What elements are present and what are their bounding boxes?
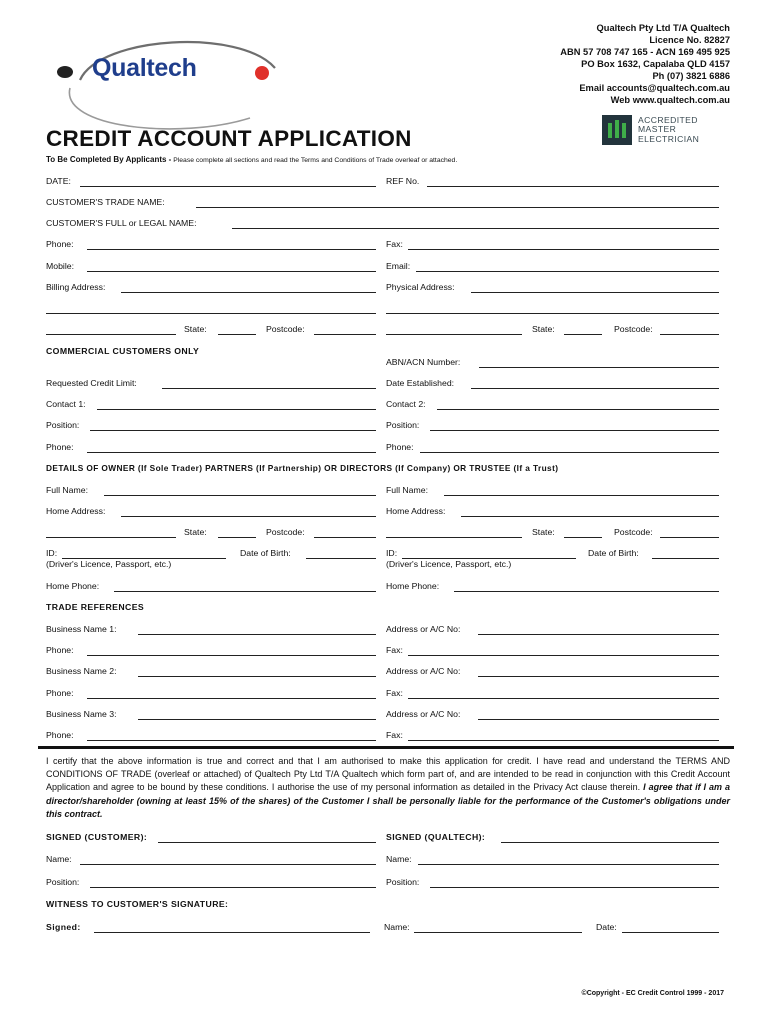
billing-suburb-field[interactable] bbox=[46, 334, 176, 335]
certification-text bbox=[46, 755, 730, 821]
mobile-field[interactable] bbox=[87, 271, 376, 272]
badge-line-1: ACCREDITED bbox=[638, 115, 698, 125]
credit-limit-field[interactable] bbox=[162, 388, 376, 389]
legal-name-field[interactable] bbox=[232, 228, 719, 229]
date-label: DATE: bbox=[46, 176, 71, 186]
owner2-full-name-label: Full Name: bbox=[386, 485, 428, 495]
business1-phone-label: Phone: bbox=[46, 645, 74, 655]
customer-position-label: Position: bbox=[46, 877, 80, 887]
contact1-phone-label: Phone: bbox=[46, 442, 74, 452]
owner1-postcode-field[interactable] bbox=[314, 537, 376, 538]
billing-state-field[interactable] bbox=[218, 334, 256, 335]
billing-postcode-field[interactable] bbox=[314, 334, 376, 335]
phone-number: Ph (07) 3821 6886 bbox=[652, 71, 730, 81]
witness-heading: WITNESS TO CUSTOMER'S SIGNATURE: bbox=[46, 899, 229, 909]
witness-name-label: Name: bbox=[384, 922, 410, 932]
page-title: CREDIT ACCOUNT APPLICATION bbox=[46, 126, 412, 151]
owner-section-heading: DETAILS OF OWNER (If Sole Trader) PARTNERS (If Partnership) OR DIRECTORS (If Company) OR TRUSTEE (If a Trust) bbox=[46, 463, 559, 473]
business3-label: Business Name 3: bbox=[46, 709, 117, 719]
contact1-position-field[interactable] bbox=[90, 430, 376, 431]
business2-phone-label: Phone: bbox=[46, 688, 74, 698]
badge-line-2: MASTER bbox=[638, 124, 677, 135]
ref-field[interactable] bbox=[427, 186, 719, 187]
company-details bbox=[560, 22, 730, 106]
owner1-suburb-field[interactable] bbox=[46, 537, 176, 538]
copyright-notice: ©Copyright - EC Credit Control 1999 - 2017 bbox=[581, 990, 724, 997]
owner1-state-field[interactable] bbox=[218, 537, 256, 538]
business1-fax-label: Fax: bbox=[386, 645, 403, 655]
trade-name-label: CUSTOMER'S TRADE NAME: bbox=[46, 197, 165, 207]
business3-phone-label: Phone: bbox=[46, 730, 74, 740]
business3-address-label: Address or A/C No: bbox=[386, 709, 461, 719]
fax-field[interactable] bbox=[408, 249, 719, 250]
section-divider bbox=[38, 746, 734, 749]
contact1-field[interactable] bbox=[97, 409, 376, 410]
credit-limit-label: Requested Credit Limit: bbox=[46, 378, 137, 388]
witness-date-label: Date: bbox=[596, 922, 617, 932]
licence-number: Licence No. 82827 bbox=[649, 35, 730, 45]
date-established-field[interactable] bbox=[471, 388, 719, 389]
owner1-full-name-field[interactable] bbox=[104, 495, 376, 496]
mobile-label: Mobile: bbox=[46, 261, 75, 271]
business1-phone-field[interactable] bbox=[87, 655, 376, 656]
business3-phone-field[interactable] bbox=[87, 740, 376, 741]
date-field[interactable] bbox=[80, 186, 376, 187]
physical-address-label: Physical Address: bbox=[386, 282, 455, 292]
abn-field[interactable] bbox=[479, 367, 719, 368]
trade-name-field[interactable] bbox=[196, 207, 719, 208]
witness-date-field[interactable] bbox=[622, 932, 719, 933]
badge-line-3: ELECTRICIAN bbox=[638, 133, 700, 144]
date-established-label: Date Established: bbox=[386, 378, 455, 388]
physical-address-field[interactable] bbox=[471, 292, 719, 293]
contact2-phone-label: Phone: bbox=[386, 442, 414, 452]
company-name: Qualtech Pty Ltd T/A Qualtech bbox=[596, 23, 730, 33]
subtitle-bold: To Be Completed By Applicants - bbox=[46, 155, 172, 164]
contact1-phone-field[interactable] bbox=[87, 452, 376, 453]
contact2-position-field[interactable] bbox=[430, 430, 719, 431]
contact1-label: Contact 1: bbox=[46, 399, 86, 409]
physical-address-line-2[interactable] bbox=[386, 313, 719, 314]
business2-field[interactable] bbox=[138, 676, 376, 677]
business1-fax-field[interactable] bbox=[408, 655, 719, 656]
witness-name-field[interactable] bbox=[414, 932, 582, 933]
billing-address-label: Billing Address: bbox=[46, 282, 106, 292]
owner1-dob-label: Date of Birth: bbox=[240, 548, 291, 558]
website: Web www.qualtech.com.au bbox=[610, 95, 730, 105]
owner2-home-phone-label: Home Phone: bbox=[386, 581, 440, 591]
accredited-badge bbox=[602, 115, 712, 145]
qualtech-position-field[interactable] bbox=[430, 887, 719, 888]
trade-references-heading: TRADE REFERENCES bbox=[46, 602, 145, 612]
commercial-section-heading: COMMERCIAL CUSTOMERS ONLY bbox=[46, 346, 200, 356]
owner2-dob-field[interactable] bbox=[652, 558, 719, 559]
physical-postcode-label: Postcode: bbox=[614, 324, 653, 334]
email-label: Email: bbox=[386, 261, 411, 271]
owner1-home-phone-label: Home Phone: bbox=[46, 581, 100, 591]
customer-name-label: Name: bbox=[46, 854, 72, 864]
contact1-position-label: Position: bbox=[46, 420, 80, 430]
owner2-id-label: ID: bbox=[386, 548, 398, 558]
owner2-state-label: State: bbox=[532, 527, 555, 537]
owner2-home-address-field[interactable] bbox=[461, 516, 719, 517]
owner1-postcode-label: Postcode: bbox=[266, 527, 305, 537]
badge-bars-icon bbox=[602, 115, 632, 145]
signed-qualtech-label: SIGNED (QUALTECH): bbox=[386, 832, 486, 842]
phone-label: Phone: bbox=[46, 239, 74, 249]
subtitle-instructions: Please complete all sections and read the Terms and Conditions of Trade overleaf or attached. bbox=[171, 157, 458, 164]
abn-label: ABN/ACN Number: bbox=[386, 357, 461, 367]
page-subtitle bbox=[46, 155, 457, 164]
ref-label: REF No. bbox=[386, 176, 420, 186]
business2-label: Business Name 2: bbox=[46, 666, 117, 676]
customer-position-field[interactable] bbox=[90, 887, 376, 888]
owner2-postcode-label: Postcode: bbox=[614, 527, 653, 537]
owner2-full-name-field[interactable] bbox=[444, 495, 719, 496]
business2-address-label: Address or A/C No: bbox=[386, 666, 461, 676]
signed-customer-label: SIGNED (CUSTOMER): bbox=[46, 832, 148, 842]
business3-fax-label: Fax: bbox=[386, 730, 403, 740]
owner2-dob-label: Date of Birth: bbox=[588, 548, 639, 558]
witness-signed-label: Signed: bbox=[46, 922, 81, 932]
qualtech-name-label: Name: bbox=[386, 854, 412, 864]
owner2-home-phone-field[interactable] bbox=[454, 591, 719, 592]
physical-state-label: State: bbox=[532, 324, 555, 334]
contact2-position-label: Position: bbox=[386, 420, 420, 430]
physical-suburb-field[interactable] bbox=[386, 334, 522, 335]
contact2-field[interactable] bbox=[437, 409, 719, 410]
owner1-home-address-field[interactable] bbox=[121, 516, 376, 517]
owner1-full-name-label: Full Name: bbox=[46, 485, 88, 495]
business1-address-field[interactable] bbox=[478, 634, 719, 635]
contact2-label: Contact 2: bbox=[386, 399, 426, 409]
legal-name-label: CUSTOMER'S FULL or LEGAL NAME: bbox=[46, 218, 197, 228]
owner1-dob-field[interactable] bbox=[306, 558, 376, 559]
billing-postcode-label: Postcode: bbox=[266, 324, 305, 334]
business1-field[interactable] bbox=[138, 634, 376, 635]
witness-signed-field[interactable] bbox=[94, 932, 370, 933]
owner1-home-address-label: Home Address: bbox=[46, 506, 106, 516]
business3-field[interactable] bbox=[138, 719, 376, 720]
business2-address-field[interactable] bbox=[478, 676, 719, 677]
fax-label: Fax: bbox=[386, 239, 403, 249]
billing-state-label: State: bbox=[184, 324, 207, 334]
owner1-home-phone-field[interactable] bbox=[114, 591, 376, 592]
business3-fax-field[interactable] bbox=[408, 740, 719, 741]
business1-address-label: Address or A/C No: bbox=[386, 624, 461, 634]
business2-fax-field[interactable] bbox=[408, 698, 719, 699]
business2-fax-label: Fax: bbox=[386, 688, 403, 698]
contact2-phone-field[interactable] bbox=[420, 452, 719, 453]
billing-address-field[interactable] bbox=[121, 292, 376, 293]
owner1-state-label: State: bbox=[184, 527, 207, 537]
owner1-id-note: (Driver's Licence, Passport, etc.) bbox=[46, 559, 172, 569]
owner2-state-field[interactable] bbox=[564, 537, 602, 538]
phone-field[interactable] bbox=[87, 249, 376, 250]
qualtech-name-field[interactable] bbox=[418, 864, 719, 865]
billing-address-line-2[interactable] bbox=[46, 313, 376, 314]
email-field[interactable] bbox=[416, 271, 719, 272]
customer-name-field[interactable] bbox=[80, 864, 376, 865]
signed-qualtech-field[interactable] bbox=[501, 842, 719, 843]
email-address: Email accounts@qualtech.com.au bbox=[579, 83, 730, 93]
physical-postcode-field[interactable] bbox=[660, 334, 719, 335]
logo-text: Qualtech bbox=[92, 54, 197, 82]
owner2-home-address-label: Home Address: bbox=[386, 506, 446, 516]
business1-label: Business Name 1: bbox=[46, 624, 117, 634]
owner1-id-label: ID: bbox=[46, 548, 58, 558]
owner2-postcode-field[interactable] bbox=[660, 537, 719, 538]
physical-state-field[interactable] bbox=[564, 334, 602, 335]
owner2-id-note: (Driver's Licence, Passport, etc.) bbox=[386, 559, 512, 569]
qualtech-position-label: Position: bbox=[386, 877, 420, 887]
business3-address-field[interactable] bbox=[478, 719, 719, 720]
abn-acn: ABN 57 708 747 165 - ACN 169 495 925 bbox=[560, 47, 730, 57]
business2-phone-field[interactable] bbox=[87, 698, 376, 699]
owner2-suburb-field[interactable] bbox=[386, 537, 522, 538]
certification-plain: I certify that the above information is true and correct and that I am authorised to make this application for credit. I have read and understand the TERMS AND CONDITIONS OF TRADE (overleaf or attached) of Qualtech Pty Ltd T/A Qualtech which form part of, and are intended to be read in conjunction with this Credit Account Application and agree to be bound by these conditions. I authorise the use of my personal information as detailed in the Privacy Act clause therein. bbox=[46, 756, 730, 793]
po-box: PO Box 1632, Capalaba QLD 4157 bbox=[581, 59, 730, 69]
signed-customer-field[interactable] bbox=[158, 842, 376, 843]
certification-liability: I agree that if I am a director/shareholder (owning at least 15% of the shares) of the Customer I shall be personally liable for the performance of the Customer's obligations under this contract. bbox=[46, 782, 730, 819]
